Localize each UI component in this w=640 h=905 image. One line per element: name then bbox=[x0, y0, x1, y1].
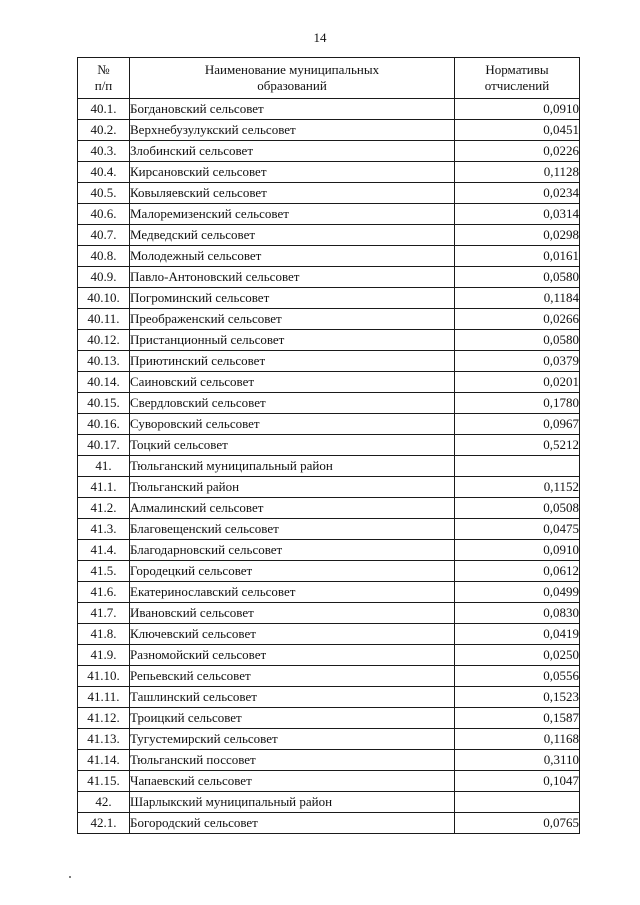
row-number: 41.11. bbox=[78, 687, 130, 708]
row-number: 40.8. bbox=[78, 246, 130, 267]
table-row bbox=[78, 414, 580, 435]
row-name: Верхнебузулукский сельсовет bbox=[130, 120, 455, 141]
row-number: 40.17. bbox=[78, 435, 130, 456]
row-name: Тугустемирский сельсовет bbox=[130, 729, 455, 750]
row-value: 0,0314 bbox=[455, 204, 580, 225]
table-row bbox=[78, 183, 580, 204]
header-number-line1: № bbox=[97, 62, 110, 77]
table-row bbox=[78, 750, 580, 771]
row-value: 0,1184 bbox=[455, 288, 580, 309]
table-row bbox=[78, 666, 580, 687]
row-value: 0,0250 bbox=[455, 645, 580, 666]
row-value bbox=[455, 456, 580, 477]
row-name: Тюльганский поссовет bbox=[130, 750, 455, 771]
row-value: 0,0765 bbox=[455, 813, 580, 834]
row-name: Репьевский сельсовет bbox=[130, 666, 455, 687]
table-body bbox=[78, 99, 580, 834]
row-number: 40.7. bbox=[78, 225, 130, 246]
table-row bbox=[78, 645, 580, 666]
row-value: 0,0556 bbox=[455, 666, 580, 687]
row-name: Медведский сельсовет bbox=[130, 225, 455, 246]
row-number: 41.5. bbox=[78, 561, 130, 582]
table-row bbox=[78, 624, 580, 645]
row-value: 0,0161 bbox=[455, 246, 580, 267]
row-value: 0,0830 bbox=[455, 603, 580, 624]
row-name: Богдановский сельсовет bbox=[130, 99, 455, 120]
row-name: Пристанционный сельсовет bbox=[130, 330, 455, 351]
row-number: 41. bbox=[78, 456, 130, 477]
header-value bbox=[455, 58, 580, 99]
row-value: 0,0266 bbox=[455, 309, 580, 330]
row-name: Преображенский сельсовет bbox=[130, 309, 455, 330]
row-value: 0,1523 bbox=[455, 687, 580, 708]
table-row bbox=[78, 99, 580, 120]
row-name: Чапаевский сельсовет bbox=[130, 771, 455, 792]
row-name: Благовещенский сельсовет bbox=[130, 519, 455, 540]
table-row bbox=[78, 477, 580, 498]
table-row bbox=[78, 162, 580, 183]
row-number: 40.10. bbox=[78, 288, 130, 309]
row-number: 41.15. bbox=[78, 771, 130, 792]
row-value: 0,0580 bbox=[455, 330, 580, 351]
row-value: 0,1047 bbox=[455, 771, 580, 792]
row-value: 0,0201 bbox=[455, 372, 580, 393]
table-row bbox=[78, 309, 580, 330]
row-number: 40.13. bbox=[78, 351, 130, 372]
row-number: 41.10. bbox=[78, 666, 130, 687]
row-value: 0,0475 bbox=[455, 519, 580, 540]
table-row bbox=[78, 351, 580, 372]
row-number: 41.8. bbox=[78, 624, 130, 645]
row-value: 0,0580 bbox=[455, 267, 580, 288]
table-row bbox=[78, 813, 580, 834]
row-number: 41.9. bbox=[78, 645, 130, 666]
table-row bbox=[78, 582, 580, 603]
row-name: Ключевский сельсовет bbox=[130, 624, 455, 645]
table-row bbox=[78, 330, 580, 351]
row-number: 41.7. bbox=[78, 603, 130, 624]
header-value-line2: отчислений bbox=[484, 78, 550, 93]
row-name: Богородский сельсовет bbox=[130, 813, 455, 834]
row-value: 0,5212 bbox=[455, 435, 580, 456]
page-number: 14 bbox=[313, 30, 327, 45]
header-name-line1: Наименование муниципальных bbox=[204, 62, 380, 77]
row-value: 0,0226 bbox=[455, 141, 580, 162]
table-row bbox=[78, 729, 580, 750]
row-number: 41.14. bbox=[78, 750, 130, 771]
row-number: 41.3. bbox=[78, 519, 130, 540]
header-value-line1: Нормативы bbox=[485, 62, 549, 77]
table-row bbox=[78, 204, 580, 225]
table-row bbox=[78, 498, 580, 519]
row-name: Ковыляевский сельсовет bbox=[130, 183, 455, 204]
row-name: Благодарновский сельсовет bbox=[130, 540, 455, 561]
row-name: Ивановский сельсовет bbox=[130, 603, 455, 624]
table-row bbox=[78, 393, 580, 414]
table-row bbox=[78, 435, 580, 456]
table-row bbox=[78, 456, 580, 477]
row-value: 0,0234 bbox=[455, 183, 580, 204]
row-value: 0,0451 bbox=[455, 120, 580, 141]
row-number: 42.1. bbox=[78, 813, 130, 834]
row-value: 0,1128 bbox=[455, 162, 580, 183]
row-name: Погроминский сельсовет bbox=[130, 288, 455, 309]
row-value: 0,3110 bbox=[455, 750, 580, 771]
row-number: 41.2. bbox=[78, 498, 130, 519]
row-name: Суворовский сельсовет bbox=[130, 414, 455, 435]
row-name: Свердловский сельсовет bbox=[130, 393, 455, 414]
table-row bbox=[78, 540, 580, 561]
row-name: Молодежный сельсовет bbox=[130, 246, 455, 267]
row-name: Приютинский сельсовет bbox=[130, 351, 455, 372]
row-number: 40.12. bbox=[78, 330, 130, 351]
row-number: 40.4. bbox=[78, 162, 130, 183]
row-name: Городецкий сельсовет bbox=[130, 561, 455, 582]
row-name: Шарлыкский муниципальный район bbox=[130, 792, 455, 813]
header-number-line2: п/п bbox=[94, 78, 113, 93]
row-name: Злобинский сельсовет bbox=[130, 141, 455, 162]
row-value: 0,0499 bbox=[455, 582, 580, 603]
row-number: 40.15. bbox=[78, 393, 130, 414]
header-number bbox=[78, 58, 130, 99]
header-name bbox=[130, 58, 455, 99]
row-value: 0,0612 bbox=[455, 561, 580, 582]
row-value: 0,1168 bbox=[455, 729, 580, 750]
header-name-line2: образований bbox=[257, 78, 327, 93]
table-row bbox=[78, 771, 580, 792]
row-number: 40.16. bbox=[78, 414, 130, 435]
table-row bbox=[78, 225, 580, 246]
row-name: Малоремизенский сельсовет bbox=[130, 204, 455, 225]
row-number: 40.5. bbox=[78, 183, 130, 204]
row-value: 0,0298 bbox=[455, 225, 580, 246]
table-row bbox=[78, 792, 580, 813]
row-number: 41.4. bbox=[78, 540, 130, 561]
row-number: 40.2. bbox=[78, 120, 130, 141]
deduction-norms-table bbox=[77, 57, 580, 834]
table-row bbox=[78, 288, 580, 309]
table-row bbox=[78, 246, 580, 267]
row-name: Павло-Антоновский сельсовет bbox=[130, 267, 455, 288]
row-number: 40.11. bbox=[78, 309, 130, 330]
row-number: 40.3. bbox=[78, 141, 130, 162]
row-number: 42. bbox=[78, 792, 130, 813]
row-value: 0,1152 bbox=[455, 477, 580, 498]
row-name: Екатеринославский сельсовет bbox=[130, 582, 455, 603]
row-value: 0,1587 bbox=[455, 708, 580, 729]
table-row bbox=[78, 519, 580, 540]
row-number: 40.6. bbox=[78, 204, 130, 225]
table-row bbox=[78, 603, 580, 624]
row-number: 41.12. bbox=[78, 708, 130, 729]
table-row bbox=[78, 120, 580, 141]
row-value: 0,0508 bbox=[455, 498, 580, 519]
row-value: 0,0379 bbox=[455, 351, 580, 372]
table-row bbox=[78, 708, 580, 729]
row-number: 41.13. bbox=[78, 729, 130, 750]
row-name: Кирсановский сельсовет bbox=[130, 162, 455, 183]
row-name: Тоцкий сельсовет bbox=[130, 435, 455, 456]
row-name: Разномойский сельсовет bbox=[130, 645, 455, 666]
row-number: 40.1. bbox=[78, 99, 130, 120]
row-value: 0,0967 bbox=[455, 414, 580, 435]
row-number: 40.14. bbox=[78, 372, 130, 393]
table-row bbox=[78, 561, 580, 582]
row-number: 40.9. bbox=[78, 267, 130, 288]
table-row bbox=[78, 267, 580, 288]
table-header bbox=[78, 58, 580, 99]
row-name: Тюльганский муниципальный район bbox=[130, 456, 455, 477]
row-name: Алмалинский сельсовет bbox=[130, 498, 455, 519]
row-value: 0,0910 bbox=[455, 99, 580, 120]
row-name: Троицкий сельсовет bbox=[130, 708, 455, 729]
row-name: Ташлинский сельсовет bbox=[130, 687, 455, 708]
row-value: 0,1780 bbox=[455, 393, 580, 414]
table-row bbox=[78, 687, 580, 708]
table-row bbox=[78, 141, 580, 162]
row-value bbox=[455, 792, 580, 813]
row-number: 41.1. bbox=[78, 477, 130, 498]
row-number: 41.6. bbox=[78, 582, 130, 603]
row-name: Тюльганский район bbox=[130, 477, 455, 498]
row-value: 0,0910 bbox=[455, 540, 580, 561]
row-value: 0,0419 bbox=[455, 624, 580, 645]
row-name: Саиновский сельсовет bbox=[130, 372, 455, 393]
table-row bbox=[78, 372, 580, 393]
scan-speck bbox=[69, 876, 71, 878]
